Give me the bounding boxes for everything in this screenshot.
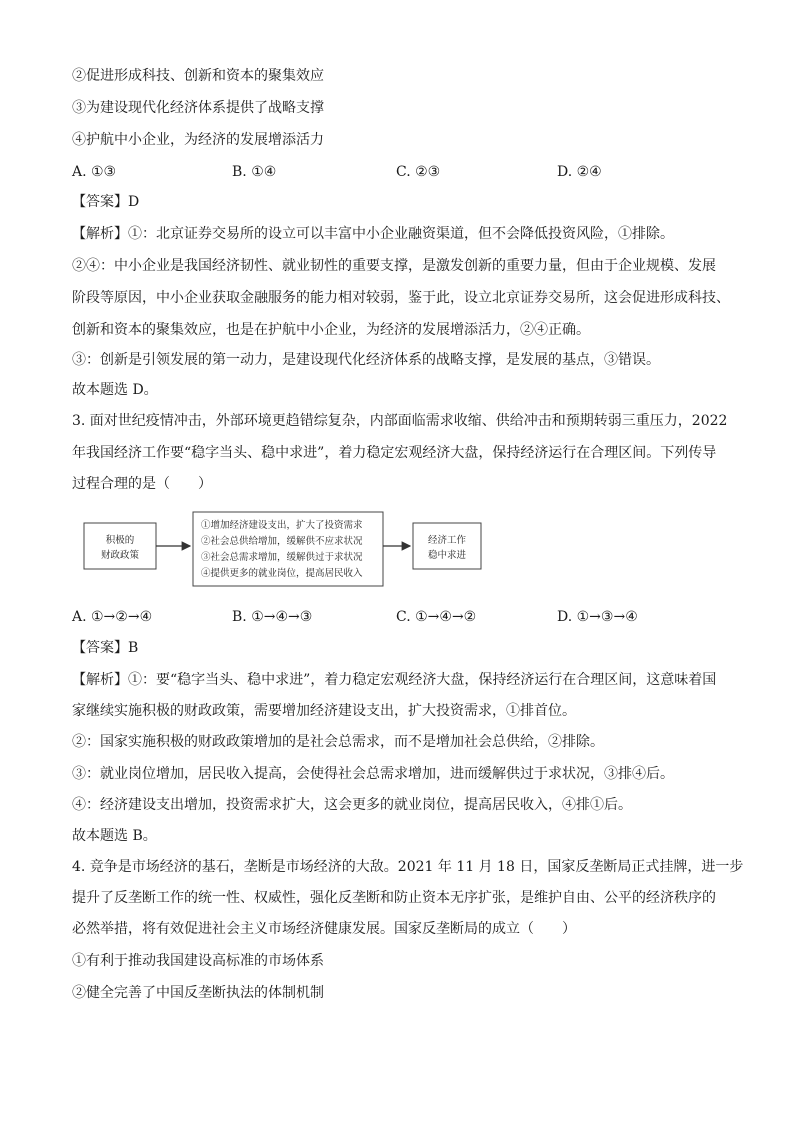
question-4-stem: 必然举措，将有效促进社会主义市场经济健康发展。国家反垄断局的成立（ ） [72,921,576,937]
chain-step-1: ①增加经济建设支出，扩大了投资需求 [201,520,363,531]
left-box [84,523,156,569]
question-3-stem: 过程合理的是（ ） [72,476,212,492]
option-d: D. ②④ [557,164,602,180]
analysis-line: 阶段等原因，中小企业获取金融服务的能力相对较弱，鉴于此，设立北京证券交易所，这会促进形成科技、 [72,290,730,306]
chain-step-3: ③社会总需求增加，缓解供过于求状况 [201,552,363,563]
analysis-line: ④：经济建设支出增加，投资需求扩大，这会更多的就业岗位，提高居民收入，④排①后。 [72,797,632,813]
answer-line: 【答案】B [72,640,139,656]
left-box-line: 财政政策 [100,550,140,561]
chain-step-2: ②社会总供给增加，缓解供不应求状况 [201,536,363,547]
question-4-stem: 提升了反垄断工作的统一性、权威性，强化反垄断和防止资本无序扩张，是维护自由、公平的经济秩序的 [72,890,716,906]
right-box-line: 经济工作 [427,535,467,546]
statement-2: ②健全完善了中国反垄断执法的体制机制 [72,985,324,1001]
question-3-stem: 年我国经济工作要“稳字当头、稳中求进”，着力稳定宏观经济大盘，保持经济运行在合理区间。下列传导 [72,445,717,461]
analysis-line: ②④：中小企业是我国经济韧性、就业韧性的重要支撑，是激发创新的重要力量，但由于企业规模、发展 [72,258,716,274]
analysis-line: 故本题选 D。 [72,382,158,398]
analysis-line: 【解析】①：要“稳字当头、稳中求进”，着力稳定宏观经济大盘，保持经济运行在合理区间，这意味着国 [72,672,717,688]
question-3-stem: 3. 面对世纪疫情冲击，外部环境更趋错综复杂，内部面临需求收缩、供给冲击和预期转弱三重压力，2022 [72,413,728,429]
option-b: B. ①④ [232,164,277,180]
analysis-line: 创新和资本的聚集效应，也是在护航中小企业，为经济的发展增添活力，②④正确。 [72,322,590,338]
statement-4: ④护航中小企业，为经济的发展增添活力 [72,132,324,148]
statement-2: ②促进形成科技、创新和资本的聚集效应 [72,68,324,84]
analysis-line: ③：就业岗位增加，居民收入提高，会使得社会总需求增加，进而缓解供过于求状况，③排④后。 [72,766,674,782]
statement-1: ①有利于推动我国建设高标准的市场体系 [72,953,324,969]
option-a: A. ①→②→④ [72,609,153,625]
option-c: C. ①→④→② [396,609,477,625]
statement-3: ③为建设现代化经济体系提供了战略支撑 [72,100,324,116]
answer-line: 【答案】D [72,194,140,210]
option-c: C. ②③ [396,164,441,180]
right-box [413,523,481,569]
analysis-line: 家继续实施积极的财政政策，需要增加经济建设支出，扩大投资需求，①排首位。 [72,703,576,719]
left-box-line: 积极的 [105,535,135,546]
option-d: D. ①→③→④ [557,609,638,625]
right-box-line: 稳中求进 [427,550,467,561]
option-b: B. ①→④→③ [232,609,313,625]
analysis-line: ③：创新是引领发展的第一动力，是建设现代化经济体系的战略支撑，是发展的基点，③错误。 [72,352,660,368]
chain-step-4: ④提供更多的就业岗位，提高居民收入 [201,568,363,579]
question-4-stem: 4. 竞争是市场经济的基石，垄断是市场经济的大敌。2021 年 11 月 18 日，国家反垄断局正式挂牌，进一步 [72,859,744,875]
analysis-line: 【解析】①：北京证券交易所的设立可以丰富中小企业融资渠道，但不会降低投资风险，①排除。 [72,226,674,242]
transmission-diagram [72,509,732,589]
analysis-line: 故本题选 B。 [72,828,157,844]
option-a: A. ①③ [72,164,117,180]
analysis-line: ②：国家实施积极的财政政策增加的是社会总需求，而不是增加社会总供给，②排除。 [72,734,604,750]
